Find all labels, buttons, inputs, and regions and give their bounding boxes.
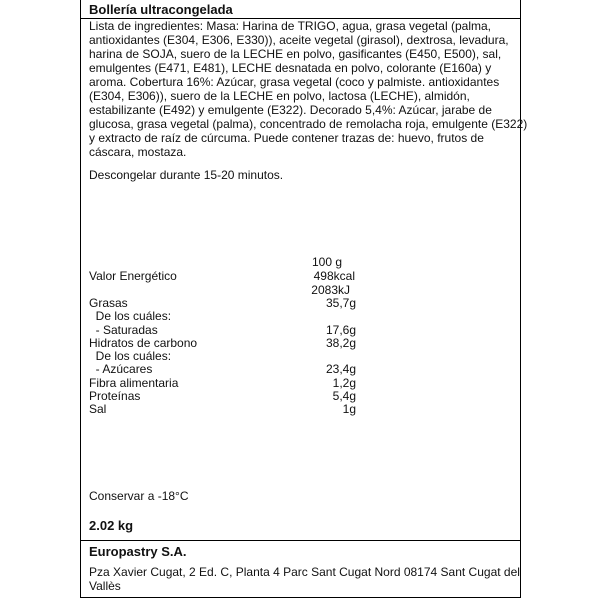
nutrition-per-header: 100 g xyxy=(312,255,343,269)
ingredients-line: cáscara, mostaza. xyxy=(89,145,187,159)
company-address: Vallès xyxy=(89,579,121,593)
nutrient-value: 17,6g xyxy=(325,323,356,337)
ingredients-line: (E304, E306)), suero de la LECHE en polvo, lactosa (LECHE), almidón, xyxy=(89,89,470,103)
ingredients-line: glucosa, grasa vegetal (palma), concentrado de remolacha roja, emulgente (E322) xyxy=(89,117,528,131)
ingredients-line: Lista de ingredientes: Masa: Harina de TRIGO, agua, grasa vegetal (palma, xyxy=(89,19,491,33)
weight-divider xyxy=(80,540,521,541)
ingredients-line: estabilizante (E492) y emulgente (E322). Decorado 5,4%: Azúcar, jarabe de xyxy=(89,103,492,117)
nutrient-value: 498kcal xyxy=(313,269,355,283)
nutrient-value: 2083kJ xyxy=(311,283,350,297)
nutrient-label: Fibra alimentaria xyxy=(89,376,179,390)
nutrient-label: Grasas xyxy=(89,296,128,310)
ingredients-line: y extracto de raíz de cúrcuma. Puede contener trazas de: huevo, frutos de xyxy=(89,131,484,145)
nutrient-value: 35,7g xyxy=(325,296,356,310)
nutrient-label: Proteínas xyxy=(89,389,141,403)
nutrient-value: 5,4g xyxy=(332,389,356,403)
company-address: Pza Xavier Cugat, 2 Ed. C, Planta 4 Parc Sant Cugat Nord 08174 Sant Cugat del xyxy=(89,565,520,579)
nutrient-sublabel: De los cuáles: xyxy=(89,309,172,323)
nutrient-value: 38,2g xyxy=(325,336,356,350)
company-name: Europastry S.A. xyxy=(89,544,187,559)
nutrient-label: Sal xyxy=(89,402,107,416)
nutrient-label: - Azúcares xyxy=(89,362,153,376)
ingredients-line: antioxidantes (E304, E306, E330)), aceite vegetal (girasol), dextrosa, levadura, xyxy=(89,33,509,47)
storage-instructions: Conservar a -18°C xyxy=(89,489,189,503)
thaw-instructions: Descongelar durante 15-20 minutos. xyxy=(89,168,284,182)
nutrient-label: - Saturadas xyxy=(89,323,158,337)
nutrient-label: Valor Energético xyxy=(89,269,177,283)
product-title: Bollería ultracongelada xyxy=(89,2,233,17)
ingredients-line: aroma. Cobertura 16%: Azúcar, grasa vegetal (coco y palmiste. antioxidantes xyxy=(89,75,500,89)
nutrient-label: Hidratos de carbono xyxy=(89,336,198,350)
nutrient-value: 23,4g xyxy=(325,362,356,376)
net-weight: 2.02 kg xyxy=(89,518,134,533)
nutrient-sublabel: De los cuáles: xyxy=(89,349,172,363)
nutrient-value: 1,2g xyxy=(332,376,356,390)
ingredients-line: harina de SOJA, suero de la LECHE en polvo, gasificantes (E450, E500), sal, xyxy=(89,47,502,61)
nutrient-value: 1g xyxy=(342,402,356,416)
ingredients-line: emulgentes (E471, E481), LECHE desnatada en polvo, colorante (E160a) y xyxy=(89,61,492,75)
